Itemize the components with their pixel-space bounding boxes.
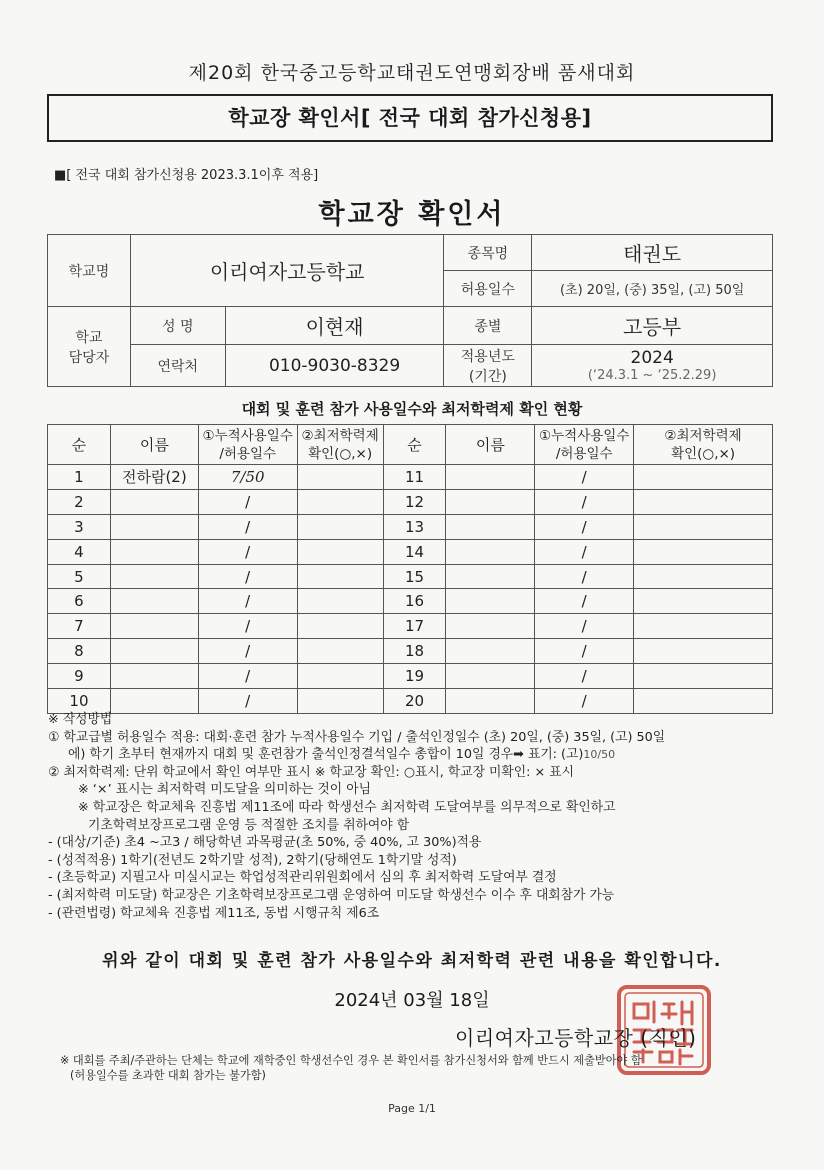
footnote-line-2: (허용일수를 초과한 대회 참가는 불가함) [70,1069,266,1082]
row-no-cell: 11 [383,465,446,490]
row-no-cell: 9 [48,664,111,689]
name-label: 성 명 [130,307,225,345]
row-days-cell: / [535,514,634,539]
row-days-cell: / [198,514,297,539]
usage-table-body [48,465,773,714]
header-days-2-line1: ①누적사용일수 [539,427,630,444]
row-academic-cell [634,589,773,614]
row-no-cell: 13 [383,514,446,539]
header-academic-2 [634,425,773,465]
header-academic-2-line2: 확인(○,×) [671,445,736,462]
table-row [48,689,773,714]
row-name-cell [446,589,535,614]
sport-label: 종목명 [444,235,532,271]
year-label-line1: 적용년도 [460,348,515,365]
contact-label-line2: 담당자 [68,349,110,366]
row-name-cell: 전하람(2) [110,465,198,490]
instruction-line-1: ① 학교급별 허용일수 적용: 대회·훈련 참가 누적사용일수 기입 / 출석인정일수 (초) 20일, (중) 35일, (고) 50일 [48,729,666,745]
header-days-2 [535,425,634,465]
phone-label: 연락처 [130,345,225,387]
allowed-days-label: 허용일수 [444,271,532,307]
row-academic-cell [297,489,383,514]
row-name-cell [110,489,198,514]
confirmation-statement: 위와 같이 대회 및 훈련 참가 사용일수와 최저학력 관련 내용을 확인합니다. [102,951,722,971]
table-row [48,614,773,639]
row-days-cell: / [198,614,297,639]
year-label [444,345,532,387]
row-name-cell [446,564,535,589]
header-name: 이름 [110,425,198,465]
row-academic-cell [634,689,773,714]
row-academic-cell [297,514,383,539]
row-no-cell: 6 [48,589,111,614]
usage-section-title: 대회 및 훈련 참가 사용일수와 최저학력제 확인 현황 [241,400,583,418]
row-no-cell: 7 [48,614,111,639]
row-academic-cell [297,689,383,714]
row-academic-cell [634,664,773,689]
year-cell [532,345,773,387]
footnote-line-1: ※ 대회를 주최/주관하는 단체는 학교에 재학중인 학생선수인 경우 본 확인서를 참가신청서와 함께 반드시 제출받아야 함 [60,1054,642,1067]
row-academic-cell [297,639,383,664]
row-days-cell: / [198,589,297,614]
row-academic-cell [634,465,773,490]
header-no: 순 [48,425,111,465]
instruction-line-10: - (최저학력 미도달) 학교장은 기초학력보장프로그램 운영하여 미도달 학생선수 이수 후 대회참가 가능 [48,887,615,903]
row-no-cell: 3 [48,514,111,539]
instruction-line-2-text: 에) 학기 초부터 현재까지 대회 및 훈련참가 출석인정결석일수 총합이 10일 경우➡ 표기: (고) [68,747,584,763]
table-row [48,514,773,539]
row-days-cell: / [535,465,634,490]
row-name-cell [446,639,535,664]
row-no-cell: 15 [383,564,446,589]
instructions [48,711,778,922]
row-academic-cell [297,589,383,614]
contact-label-line1: 학교 [75,329,103,346]
row-academic-cell [297,539,383,564]
header-days-line1: ①누적사용일수 [202,427,293,444]
row-days-cell: / [535,664,634,689]
row-no-cell: 10 [48,689,111,714]
row-name-cell [446,514,535,539]
allowed-days-value: (초) 20일, (중) 35일, (고) 50일 [532,271,773,307]
category-label: 종별 [444,307,532,345]
row-academic-cell [634,614,773,639]
row-days-cell: / [535,539,634,564]
signer-name: 이리여자고등학교장 (직인) [455,1026,697,1050]
row-no-cell: 4 [48,539,111,564]
row-no-cell: 19 [383,664,446,689]
row-academic-cell [634,539,773,564]
instruction-line-2 [48,746,778,764]
manager-name-value: 이현재 [225,307,444,345]
row-name-cell [110,539,198,564]
header-days-line2: /허용일수 [219,445,277,462]
row-name-cell [110,589,198,614]
row-name-cell [446,664,535,689]
row-name-cell [446,489,535,514]
row-academic-cell [297,664,383,689]
row-name-cell [446,539,535,564]
header-name-2: 이름 [446,425,535,465]
row-no-cell: 5 [48,564,111,589]
row-days-cell: / [535,614,634,639]
table-row [48,465,773,490]
row-no-cell: 20 [383,689,446,714]
table-row [48,589,773,614]
school-info-table [47,234,773,387]
row-no-cell: 8 [48,639,111,664]
row-name-cell [446,465,535,490]
row-no-cell: 18 [383,639,446,664]
row-academic-cell [634,639,773,664]
instruction-line-5: ※ 학교장은 학교체육 진흥법 제11조에 따라 학생선수 최저학력 도달여부를 의무적으로 확인하고 [78,799,616,815]
year-period: (‘24.3.1 ~ ‘25.2.29) [587,368,717,383]
instruction-line-4: ※ ‘×’ 표시는 최저학력 미도달을 의미하는 것이 아님 [78,782,371,798]
row-no-cell: 12 [383,489,446,514]
school-name-value: 이리여자고등학교 [130,235,444,307]
usage-table [47,424,773,714]
row-no-cell: 2 [48,489,111,514]
row-academic-cell [297,564,383,589]
row-name-cell [446,689,535,714]
row-academic-cell [634,564,773,589]
row-days-cell: / [198,664,297,689]
instruction-line-7: - (대상/기준) 초4 ~고3 / 해당학년 과목평균(초 50%, 중 40%, 고 30%)적용 [48,835,482,851]
row-days-cell: / [535,564,634,589]
header-no-2: 순 [383,425,446,465]
header-academic-line1: ②최저학력제 [301,427,379,444]
header-days-2-line2: /허용일수 [555,445,613,462]
row-days-cell: 7/50 [198,465,297,490]
row-academic-cell [634,514,773,539]
header-academic [297,425,383,465]
row-days-cell: / [535,589,634,614]
table-row [48,639,773,664]
form-title-box: 학교장 확인서[ 전국 대회 참가신청용] [47,94,773,142]
row-days-cell: / [535,689,634,714]
row-days-cell: / [535,489,634,514]
table-row [48,489,773,514]
row-no-cell: 14 [383,539,446,564]
header-days [198,425,297,465]
instruction-line-11: - (관련법령) 학교체육 진흥법 제11조, 동법 시행규칙 제6조 [48,905,380,921]
row-name-cell [110,689,198,714]
header-academic-line2: 확인(○,×) [308,445,373,462]
school-label: 학교명 [48,235,131,307]
instruction-line-9: - (초등학교) 지필고사 미실시교는 학업성적관리위원회에서 심의 후 최저학력 도달여부 결정 [48,870,557,886]
row-name-cell [110,664,198,689]
instruction-line-6: 기초학력보장프로그램 운영 등 적절한 조치를 취하여야 함 [88,817,410,833]
row-academic-cell [634,489,773,514]
category-value: 고등부 [532,307,773,345]
application-notice: ■[ 전국 대회 참가신청용 2023.3.1이후 적용] [54,168,319,183]
instructions-heading: ※ 작성방법 [48,712,113,727]
table-row [48,664,773,689]
row-academic-cell [297,614,383,639]
row-days-cell: / [535,639,634,664]
table-row [48,564,773,589]
competition-title: 제20회 한국중고등학교태권도연맹회장배 품새대회 [188,62,636,84]
main-title: 학교장 확인서 [318,199,506,230]
instruction-line-3: ② 최저학력제: 단위 학교에서 확인 여부만 표시 ※ 학교장 확인: ○표시, 학교장 미확인: × 표시 [48,764,574,780]
row-no-cell: 16 [383,589,446,614]
contact-label [48,307,131,387]
row-days-cell: / [198,689,297,714]
header-academic-2-line1: ②최저학력제 [664,427,742,444]
table-row [48,539,773,564]
row-days-cell: / [198,564,297,589]
row-days-cell: / [198,489,297,514]
row-academic-cell [297,465,383,490]
instruction-line-8: - (성적적용) 1학기(전년도 2학기말 성적), 2학기(당해연도 1학기말 성적) [48,852,457,868]
row-name-cell [110,614,198,639]
page-number: Page 1/1 [388,1102,436,1115]
instruction-line-2-example: 10/50 [583,748,616,762]
footnote [60,1053,780,1083]
row-name-cell [110,639,198,664]
row-no-cell: 17 [383,614,446,639]
row-name-cell [110,564,198,589]
year-value: 2024 [630,348,674,368]
confirmation-date: 2024년 03월 18일 [334,990,490,1011]
row-name-cell [446,614,535,639]
phone-value: 010-9030-8329 [225,345,444,387]
row-days-cell: / [198,539,297,564]
row-days-cell: / [198,639,297,664]
row-name-cell [110,514,198,539]
sport-value: 태권도 [532,235,773,271]
year-label-line2: (기간) [468,368,507,385]
row-no-cell: 1 [48,465,111,490]
